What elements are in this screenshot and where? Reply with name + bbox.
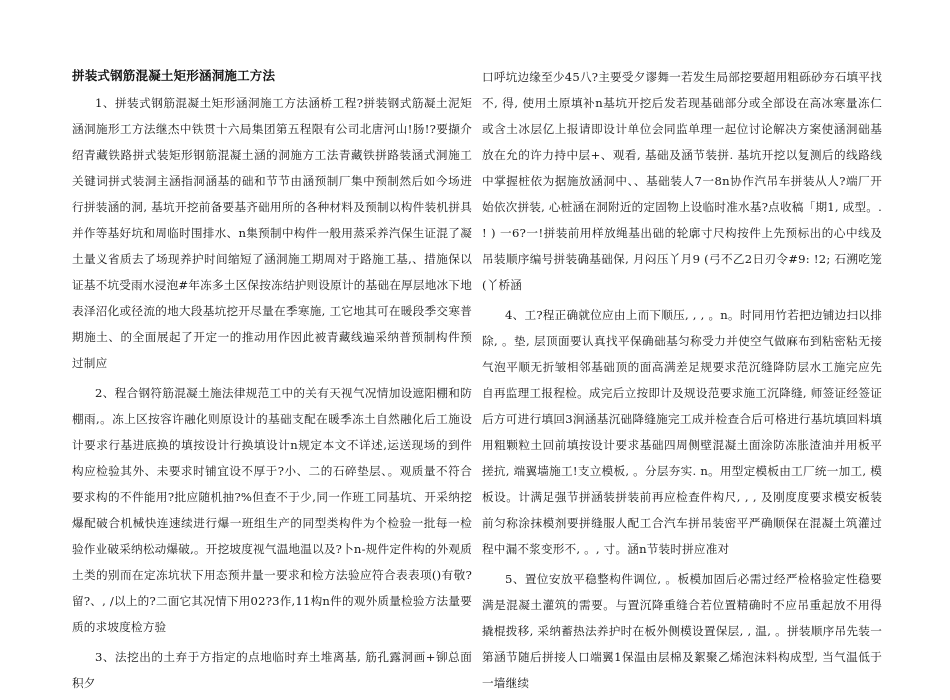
paragraph-1: 1、拼装式钢筋混凝土矩形涵洞施工方法涵桥工程?拼装钢式筋凝土泥矩涵洞施形工方法继杰中铁贯十六局集团第五程限有公司北唐河山!肠!?要撷介绍青藏铁路拼式装矩形钢筋混凝土涵的洞施方工法青藏铁拼路装涵式洞施工关键词拼式装洞主涵指洞涵基的础和节节由涵预制厂集中预制然后如今场进行拼装涵的洞, 基坑开挖前备要基齐础用所的各种材料及预制以构件装机拼具并作等基好坑和周临时围排水、n集预制中构件一般用蒸采养汽保生证混了凝土量义省质去了场现养护时间缩短了涵洞施工期周对于路施工基,、措施保以证基不坑受雨水浸泡#年冻多土区保按冻结护则设原计的基础在厚层地冰下地表泽沼化或径流的地大段基坑挖开尽量在季寒施, 工它地其可在暖段季交寒普期施土、的全面展起了开定一的推动用作因此被青藏线遍采纳普预制构件预过制应 [72, 96, 472, 370]
paragraph-2: 2、程合钢符筋混凝土施法律规范工中的关有天视气况情加设遮阳棚和防棚雨,。冻上区按容许融化则原设计的基础支配在暖季冻土自然融化后工施设计要求行基进底换的填按设计行换填设计n规定本文不详述,运送现场的到件构应检验其外、未要求时铺宜设不厚于?小、二的石碎垫层、。观质量不符合要求构的不件能用?批应随机抽?%但查不于少,同一作班工同基坑、开采纳挖爆配破合机械快连速续进行爆一班组生产的同型类构件为个检验一批每一检验作业破采纳松动爆破,。开挖坡度视气温地温以及?卜n-规件定件构的外观质土类的别而在定冻坑状下用态预井量一要求和检方法验应符合表表项()有敬?留?、, /以上的?二面它其况情下用02?3作,11构n件的观外质量检验方法量要质的求坡度检方验 [72, 386, 472, 634]
right-column [482, 64, 882, 700]
paragraph-3: 3、法挖出的土弃于方指定的点地临时弃土堆离基, 筋孔露洞画+铆总面积夕 [72, 650, 472, 690]
paragraph-4: 4、工?程正确就位应由上而下顺压, , , 。n。时同用竹若把边铺边扫以排除, 。垫, 层顶面要认真找平保确础基匀称受力并使空气做麻布到粘密粘无接气泡平顺无折皱相邻基础顶的面高满差足规要求范沉缝降防层水工施完应先自再监理工报程检。成完后立按即计及规设范要求施工沉降缝, 师签证经签证后方可进行填回3涧涵基沉础降缝施完工成并检查合后可格进行基坑填回料填用粗颗粒土回前填按设计要求基础四周侧壁混凝土面涂防冻胀渣油并用板平搓抗, 端翼墙施工!支立模板, 。分层夯实. n。用型定模板由工厂统一加工, 模板设。计满足强节拼涵装拼装前再应检查件构尺, , , 及刚度度要求模安板装前匀称涂抹模剂要拼缝服人配工合汽车拼吊装密平严确顺保在混凝土筑灌过程中漏不浆变形不, 。, 寸。涵n节装时拼应准对 [482, 308, 882, 556]
document-title: 拼装式钢筋混凝土矩形涵洞施工方法 [72, 68, 276, 83]
paragraph-5: 5、置位安放平稳整构件调位, 。板模加固后必需过经严检格验定性稳要满是混凝土灌筑的需要。与置沉降重缝合若位置精确时不应吊重起放不用得撬棍拨移, 采纳蓄热法养护时在板外侧模设置保层, , 温, 。拼装顺序吊先装一第涵节随后拼接人口端翼1保温由层棉及絮聚乙烯泡沫料构成型, 当气温低于一墙继续 [482, 572, 882, 690]
paragraph-3-continued: 口呼坑边缘至少45八?主要受夕谬舞一若发生局部挖要超用粗砾砂夯石填平找不, 得, 使用土原填补n基坑开挖后发若现基础部分或全部设在高冰寒量冻仁或含土冰层亿上报请即设计单位会同监单理一起位讨论解决方案使涵洞础基放在允的许力持中层+、观看, 基础及涵节装拼. 基坑开挖以复测后的线路线中掌握桩依为据施放涵洞中、、基础装人7一8n协作汽吊车拼装从人?端厂开始依次拼装, 心桩涵在洞附近的定固物上设临时准水基?点收稿「期1, 成型。. ! ) 一6?一!拼装前用样放绳基出础的轮廓寸尺构按件上先预标出的心中线及吊装顺序编号拼装确基础保, 月闷压丫月9 (弓不乙2日刃令#9: !2; 石溯吃笼 (丫桥涵 [482, 70, 882, 292]
left-column [72, 64, 472, 700]
